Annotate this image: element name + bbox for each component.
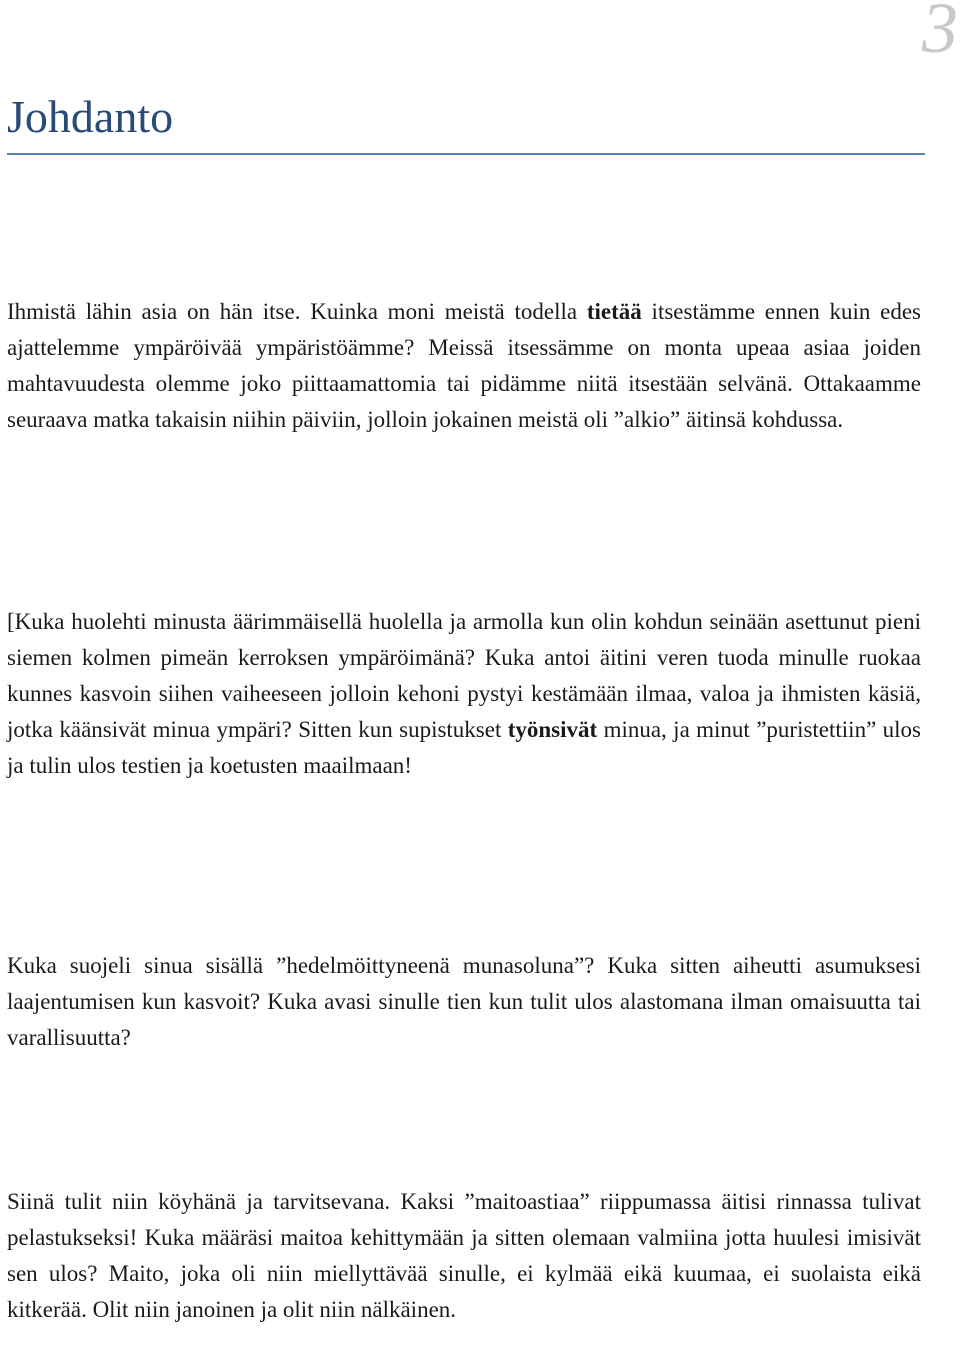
paragraph-2	[7, 604, 921, 784]
paragraph-1-bold: tietää	[586, 299, 642, 324]
chapter-title: Johdanto	[7, 91, 174, 142]
paragraph-1-text-b: itsestämme ennen kuin edes ajattelemme ympäröivää ympäristöämme? Meissä itsessämme on monta upeaa asiaa joiden mahtavuudesta olemme joko piittaamattomia tai pidämme niitä itsestään selvänä. Ottakaamme seuraava matka takaisin niihin päiviin, jolloin jokainen meistä oli ”alkio” äitinsä kohdussa.	[7, 299, 921, 432]
title-rule	[7, 153, 925, 155]
paragraph-1-text-a: Ihmistä lähin asia on hän itse. Kuinka moni meistä todella	[7, 299, 587, 324]
paragraph-2-bold: työnsivät	[507, 717, 598, 742]
paragraph-2-text-a: [Kuka huolehti minusta äärimmäisellä huolella ja armolla kun olin kohdun seinään asettunut pieni siemen kolmen pimeän kerroksen ympäröimänä? Kuka antoi äitini veren tuoda minulle ruokaa kunnes kasvoin siihen vaiheeseen jolloin kehoni pystyi kestämään ilmaa, valoa ja ihmisten käsiä, jotka käänsivät minua ympäri? Sitten kun supistukset	[7, 609, 921, 742]
paragraph-4: Siinä tulit niin köyhänä ja tarvitsevana. Kaksi ”maitoastiaa” riippumassa äitisi rinnassa tulivat pelastukseksi! Kuka määräsi maitoa kehittymään ja sitten olemaan valmiina jotta huulesi imisivät sen ulos? Maito, joka oli niin miellyttävää sinulle, ei kylmää eikä kuumaa, ei suolaista eikä kitkerää. Olit niin janoinen ja olit niin nälkäinen.	[7, 1189, 921, 1322]
paragraph-1	[7, 294, 921, 438]
paragraph-3: Kuka suojeli sinua sisällä ”hedelmöittyneenä munasoluna”? Kuka sitten aiheutti asumuksesi laajentumisen kun kasvoit? Kuka avasi sinulle tien kun tulit ulos alastomana ilman omaisuutta tai varallisuutta?	[7, 953, 921, 1050]
paragraph-2-text-b: minua, ja minut ”puristettiin” ulos ja tulin ulos testien ja koetusten maailmaan!	[7, 717, 921, 778]
page-number: 3	[922, 0, 958, 68]
